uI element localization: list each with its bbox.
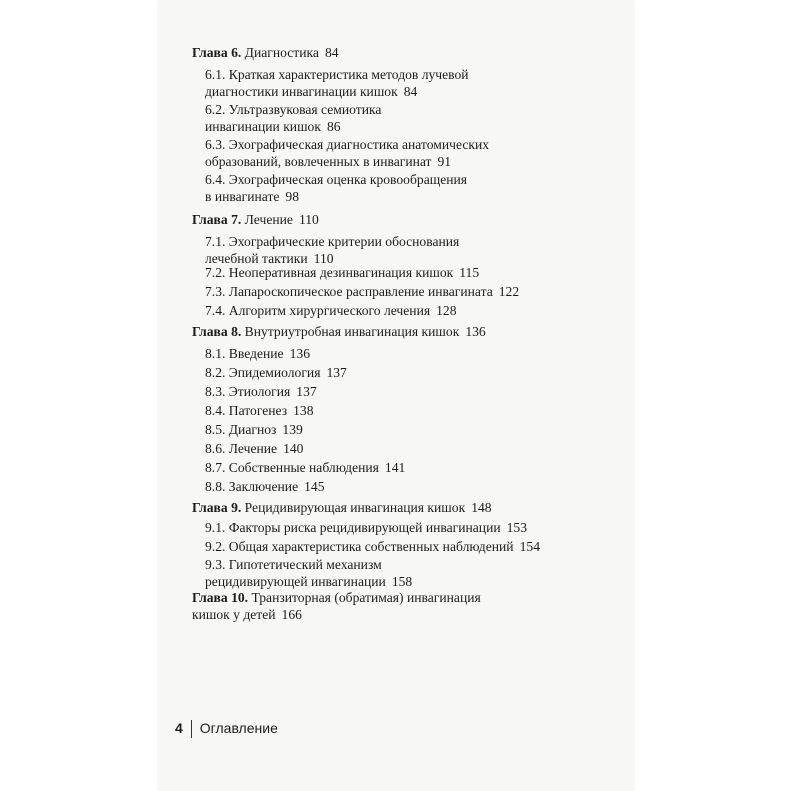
toc-chapter-entry — [192, 499, 648, 516]
toc-title-text — [205, 403, 287, 418]
toc-title-text — [205, 102, 381, 117]
toc-line — [205, 136, 648, 153]
toc-title-text — [205, 284, 493, 299]
toc-line-text: рецидивирующей инвагинации — [205, 574, 386, 589]
toc-page-number: 153 — [506, 520, 528, 535]
toc-line — [205, 101, 648, 118]
toc-line-text: 9.1. Факторы риска рецидивирующей инвагинации — [205, 520, 501, 535]
toc-page-number: 145 — [304, 479, 325, 494]
toc-line-text: 7.4. Алгоритм хирургического лечения — [205, 303, 431, 318]
toc-title-text — [205, 84, 398, 99]
toc-title-text — [205, 574, 386, 589]
toc-line — [205, 519, 648, 536]
toc-page-number: 136 — [465, 324, 486, 339]
toc-line-text: 6.2. Ультразвуковая семиотика — [205, 102, 382, 117]
toc-section-entry — [205, 519, 648, 536]
toc-line-text: 8.5. Диагноз — [205, 422, 277, 437]
toc-line-text: 8.3. Этиология — [205, 384, 291, 399]
toc-section-entry — [205, 459, 648, 476]
toc-line — [205, 440, 648, 457]
toc-page-number: 138 — [293, 403, 314, 418]
toc-line-text: 7.2. Неоперативная дезинвагинация кишок — [205, 265, 454, 280]
toc-line-text: Транзиторная (обратимая) инвагинация — [248, 590, 481, 605]
toc-page-number: 166 — [281, 607, 302, 622]
toc-line — [205, 459, 648, 476]
toc-line-text: Рецидивирующая инвагинация кишок — [241, 500, 466, 515]
toc-page-number: 158 — [391, 574, 413, 589]
toc-page-number: 140 — [283, 441, 304, 456]
toc-line — [205, 421, 648, 438]
toc-line-text: 8.8. Заключение — [205, 479, 299, 494]
toc-line — [205, 573, 648, 590]
toc-title-text — [205, 346, 284, 361]
toc-title-text — [205, 189, 279, 204]
toc-section-entry — [205, 383, 648, 400]
toc-line — [192, 606, 648, 623]
toc-page-number: 154 — [519, 539, 540, 554]
toc-line-text: Внутриутробная инвагинация кишок — [241, 324, 460, 339]
toc-line-text: 7.3. Лапароскопическое расправление инвагината — [205, 284, 493, 299]
toc-line-text: 8.7. Собственные наблюдения — [205, 460, 379, 475]
toc-line-text: 7.1. Эхографические критерии обоснования — [205, 234, 460, 249]
toc-line — [205, 233, 648, 250]
toc-section-entry — [205, 66, 648, 100]
page-footer — [175, 718, 278, 738]
toc-title-text — [205, 172, 467, 187]
toc-page-number: 139 — [282, 422, 303, 437]
toc-title-text — [205, 154, 432, 169]
toc-page-number: 84 — [324, 45, 339, 60]
toc-line — [205, 302, 648, 319]
toc-line-text: Диагностика — [241, 45, 319, 60]
toc-section-entry — [205, 101, 648, 135]
toc-title-text — [205, 539, 514, 554]
toc-line-text: диагностики инвагинации кишок — [205, 84, 398, 99]
toc-line-text: кишок у детей — [192, 607, 276, 622]
toc-line — [205, 364, 648, 381]
toc-page-number: 84 — [403, 84, 418, 99]
toc-line-text: 6.3. Эхографическая диагностика анатомических — [205, 137, 490, 152]
toc-line — [205, 83, 648, 100]
toc-section-entry — [205, 171, 648, 205]
toc-section-entry — [205, 136, 648, 170]
toc-section-entry — [205, 556, 648, 590]
toc-line-text: 8.4. Патогенез — [205, 403, 288, 418]
chapter-label: Глава 7. — [192, 212, 242, 227]
toc-title-text — [192, 607, 276, 622]
toc-line-text: 8.1. Введение — [205, 346, 284, 361]
toc-line-text: 9.3. Гипотетический механизм — [205, 557, 382, 572]
toc-page-number: 136 — [289, 346, 310, 361]
toc-line-text: 9.2. Общая характеристика собственных наблюдений — [205, 539, 514, 554]
chapter-label: Глава 8. — [192, 324, 242, 339]
toc-line — [192, 499, 648, 516]
toc-line — [205, 402, 648, 419]
toc-line — [205, 188, 648, 205]
toc-page-number: 91 — [437, 154, 452, 169]
toc-section-entry — [205, 302, 648, 319]
toc-line — [192, 323, 648, 340]
toc-line-text: 6.1. Краткая характеристика методов лучевой — [205, 67, 469, 82]
toc-line-text: 6.4. Эхографическая оценка кровообращения — [205, 172, 468, 187]
toc-line — [205, 538, 648, 555]
toc-section-entry — [205, 364, 648, 381]
toc-line — [205, 383, 648, 400]
toc-title-text — [192, 45, 319, 60]
toc-line — [205, 283, 648, 300]
toc-page-number: 137 — [296, 384, 317, 399]
toc-title-text — [205, 384, 290, 399]
footer-divider — [191, 720, 192, 738]
toc-line — [192, 211, 648, 228]
toc-line-text: лечебной тактики — [205, 251, 308, 266]
toc-title-text — [205, 479, 298, 494]
toc-section-entry — [205, 264, 648, 281]
toc-title-text — [205, 460, 379, 475]
toc-line — [205, 153, 648, 170]
toc-title-text — [205, 520, 501, 535]
toc-line — [205, 556, 648, 573]
toc-line — [192, 589, 648, 606]
toc-section-entry — [205, 402, 648, 419]
footer-page-number: 4 — [175, 720, 183, 736]
toc-section-entry — [205, 478, 648, 495]
toc-line — [205, 264, 648, 281]
toc-line — [205, 345, 648, 362]
toc-title-text — [192, 590, 481, 605]
toc-title-text — [205, 365, 320, 380]
toc-page-number: 137 — [326, 365, 347, 380]
toc-page-number: 148 — [471, 500, 492, 515]
toc-line-text: 8.6. Лечение — [205, 441, 278, 456]
toc-section-entry — [205, 421, 648, 438]
toc-page-number: 115 — [459, 265, 480, 280]
toc-page-number: 110 — [313, 251, 334, 266]
toc-title-text — [205, 137, 489, 152]
toc-title-text — [205, 265, 453, 280]
toc-page-number: 86 — [326, 119, 341, 134]
toc-chapter-entry — [192, 44, 648, 61]
toc-line — [205, 478, 648, 495]
toc-title-text — [205, 119, 321, 134]
toc-page-number: 128 — [436, 303, 457, 318]
toc-line-text: 8.2. Эпидемиология — [205, 365, 321, 380]
toc-title-text — [192, 324, 459, 339]
toc-section-entry — [205, 538, 648, 555]
footer-section-title: Оглавление — [199, 720, 278, 736]
toc-line-text: в инвагинате — [205, 189, 280, 204]
toc-title-text — [205, 422, 276, 437]
toc-chapter-entry — [192, 589, 648, 623]
toc-page-number: 98 — [285, 189, 300, 204]
toc-page-number: 141 — [384, 460, 406, 475]
chapter-label: Глава 9. — [192, 500, 242, 515]
toc-title-text — [205, 234, 459, 249]
toc-chapter-entry — [192, 323, 648, 340]
toc-title-text — [205, 441, 277, 456]
toc-title-text — [205, 303, 430, 318]
toc-line — [205, 171, 648, 188]
toc-title-text — [192, 500, 465, 515]
chapter-label: Глава 10. — [192, 590, 249, 605]
toc-line — [192, 44, 648, 61]
toc-chapter-entry — [192, 211, 648, 228]
toc-section-entry — [205, 233, 648, 267]
toc-section-entry — [205, 283, 648, 300]
toc-line-text: образований, вовлеченных в инвагинат — [205, 154, 432, 169]
toc-line — [205, 118, 648, 135]
toc-title-text — [192, 212, 293, 227]
toc-section-entry — [205, 440, 648, 457]
toc-section-entry — [205, 345, 648, 362]
chapter-label: Глава 6. — [192, 45, 242, 60]
toc-title-text — [205, 557, 382, 572]
toc-title-text — [205, 67, 469, 82]
toc-line-text: Лечение — [241, 212, 293, 227]
toc-page-number: 110 — [298, 212, 319, 227]
toc-line — [205, 66, 648, 83]
toc-page-number: 122 — [498, 284, 520, 299]
toc-line-text: инвагинации кишок — [205, 119, 321, 134]
